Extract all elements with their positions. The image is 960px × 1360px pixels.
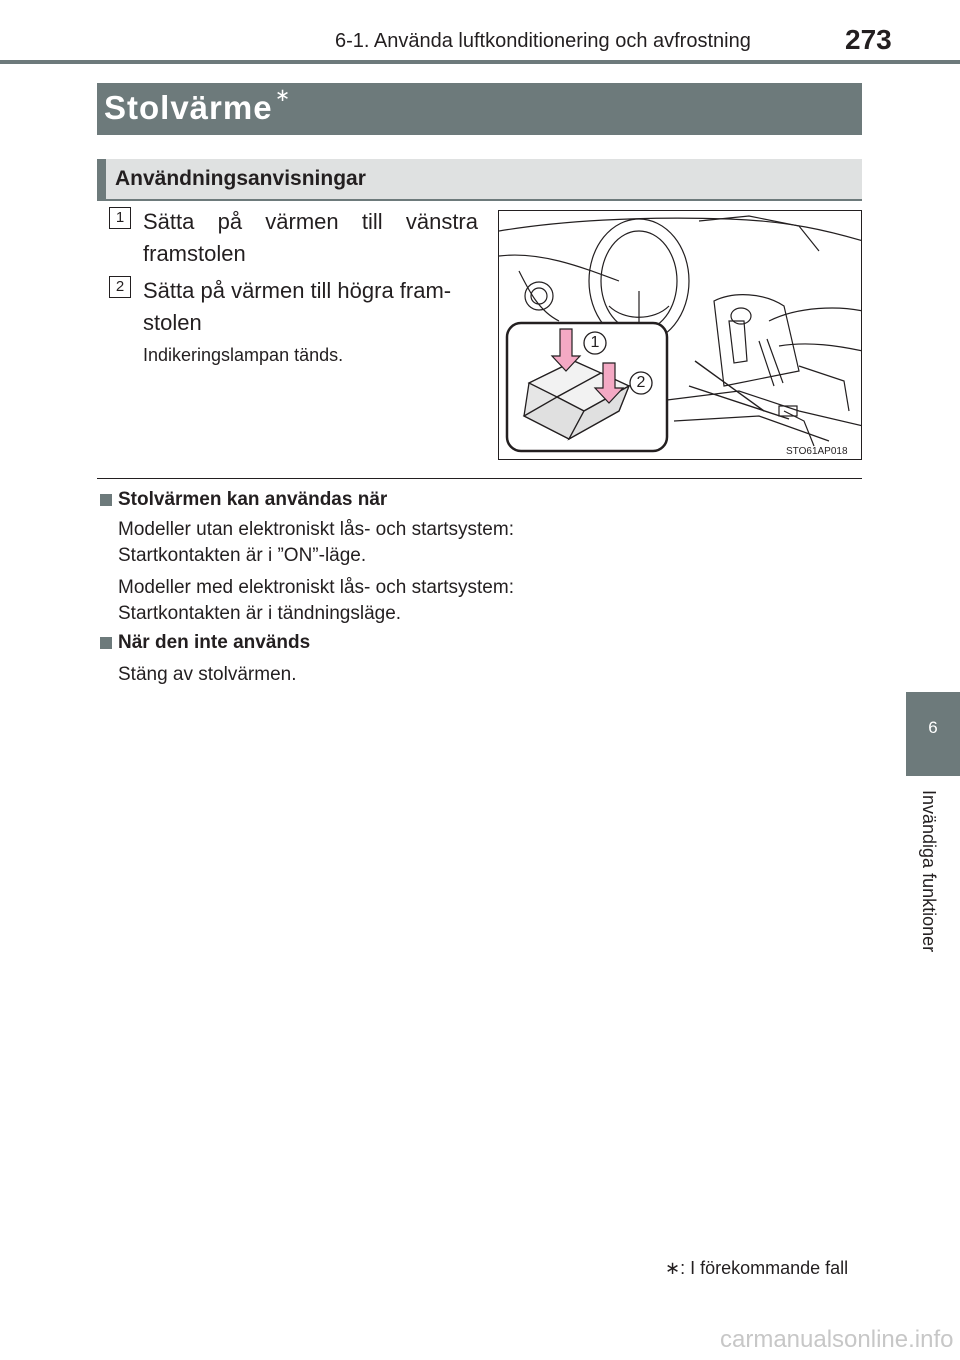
square-bullet-icon (100, 494, 112, 506)
info-2-para-1-line-1: Stäng av stolvärmen. (118, 664, 297, 685)
step-1-badge: 1 (109, 207, 131, 229)
chapter-tab (906, 692, 960, 776)
section-divider (97, 478, 862, 479)
title-bar (97, 83, 862, 135)
callout-2 (629, 371, 653, 395)
page-number: 273 (845, 24, 892, 55)
info-heading-1: Stolvärmen kan användas när (118, 489, 388, 510)
footnote-marker: ∗ (665, 1258, 681, 1278)
car-interior-drawing (499, 211, 862, 460)
subsection-title: Användningsanvisningar (115, 167, 366, 190)
callout-1-label: 1 (590, 334, 600, 351)
step-1-text: Sätta på värmen till vänstra framstolen (143, 209, 478, 266)
seat-heater-illustration (498, 210, 862, 460)
illustration-code: STO61AP018 (786, 446, 848, 457)
callout-2-label: 2 (636, 374, 646, 391)
page-title: Stolvärme (104, 89, 273, 126)
info-1-para-1-line-2: Startkontakten är i ”ON”-läge. (118, 545, 367, 566)
info-1-para-1-line-1: Modeller utan elektroniskt lås- och startsystem: (118, 519, 514, 540)
header-rule (0, 60, 960, 64)
info-1-para-2-line-1: Modeller med elektroniskt lås- och startsystem: (118, 577, 514, 598)
footnote (665, 1258, 848, 1279)
subsection-header (97, 159, 862, 201)
step-2-text: Sätta på värmen till högra fram-stolen (143, 278, 452, 335)
info-heading-2: När den inte används (118, 632, 311, 653)
subsection-accent (97, 159, 106, 199)
step-note: Indikeringslampan tänds. (143, 345, 344, 365)
chapter-number: 6 (928, 718, 938, 737)
step-2-badge: 2 (109, 276, 131, 298)
title-footnote-marker: ∗ (275, 85, 291, 105)
watermark: carmanualsonline.info (720, 1326, 954, 1353)
info-1-para-2-line-2: Startkontakten är i tändningsläge. (118, 603, 402, 624)
callout-1 (583, 331, 607, 355)
section-reference: 6-1. Använda luftkonditionering och avfrostning (335, 30, 751, 52)
square-bullet-icon (100, 637, 112, 649)
footnote-text: : I förekommande fall (680, 1258, 849, 1278)
chapter-title: Invändiga funktioner (919, 790, 939, 953)
